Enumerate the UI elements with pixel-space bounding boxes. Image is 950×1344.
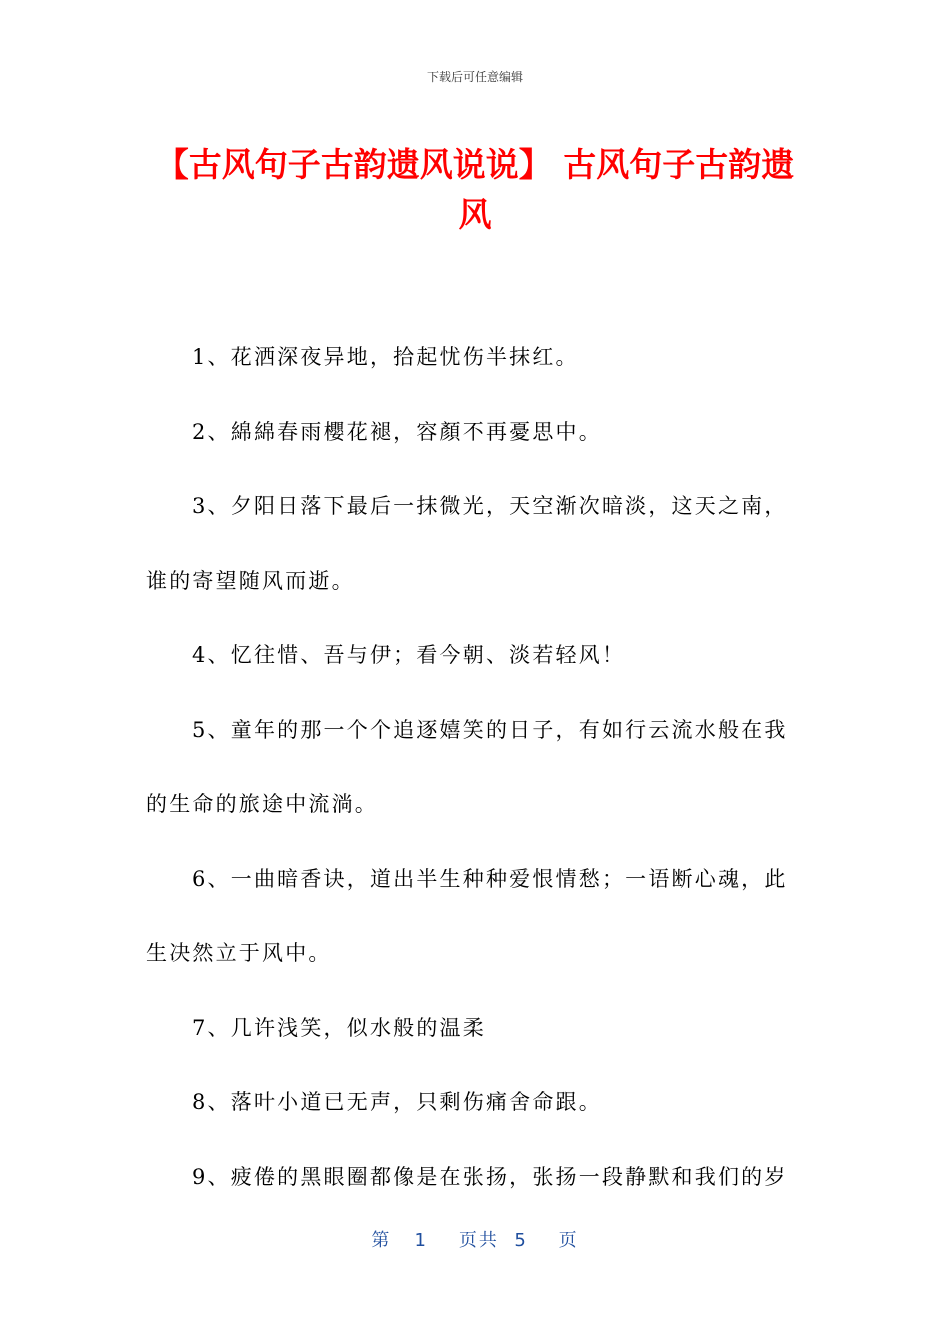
page-label-prefix: 第 (371, 1230, 392, 1251)
header-note: 下载后可任意编辑 (426, 70, 523, 84)
paragraph: 4、忆往惜、吾与伊；看今朝、淡若轻风！ (192, 643, 626, 667)
paragraph: 9、疲倦的黑眼圈都像是在张扬，张扬一段静默和我们的岁 (192, 1164, 788, 1189)
paragraph: 7、几许浅笑，似水般的温柔 (192, 1015, 486, 1040)
paragraph: 3、夕阳日落下最后一抹微光，天空渐次暗淡，这天之南，谁的寄望随风而逝。 (146, 494, 788, 593)
page-footer (0, 1226, 950, 1252)
paragraph: 1、花洒深夜异地，拾起忧伤半抹红。 (192, 345, 579, 369)
current-page-number: 1 (414, 1230, 428, 1251)
paragraph: 8、落叶小道已无声，只剩伤痛舍命跟。 (192, 1090, 602, 1114)
document-body (146, 320, 802, 1214)
total-pages-number: 5 (514, 1230, 528, 1251)
paragraph: 2、綿綿春雨櫻花褪，容顏不再憂思中。 (192, 419, 602, 444)
page-label-suffix: 页 (558, 1230, 579, 1251)
paragraph: 5、童年的那一个个追逐嬉笑的日子，有如行云流水般在我的生命的旅途中流淌。 (146, 717, 788, 816)
page-label-middle: 页共 (458, 1230, 499, 1251)
page-title: 【古风句子古韵遗风说说】 古风句子古韵遗风 (155, 145, 795, 234)
paragraph: 6、一曲暗香诀，道出半生种种爱恨情愁；一语断心魂，此生决然立于风中。 (146, 866, 788, 965)
